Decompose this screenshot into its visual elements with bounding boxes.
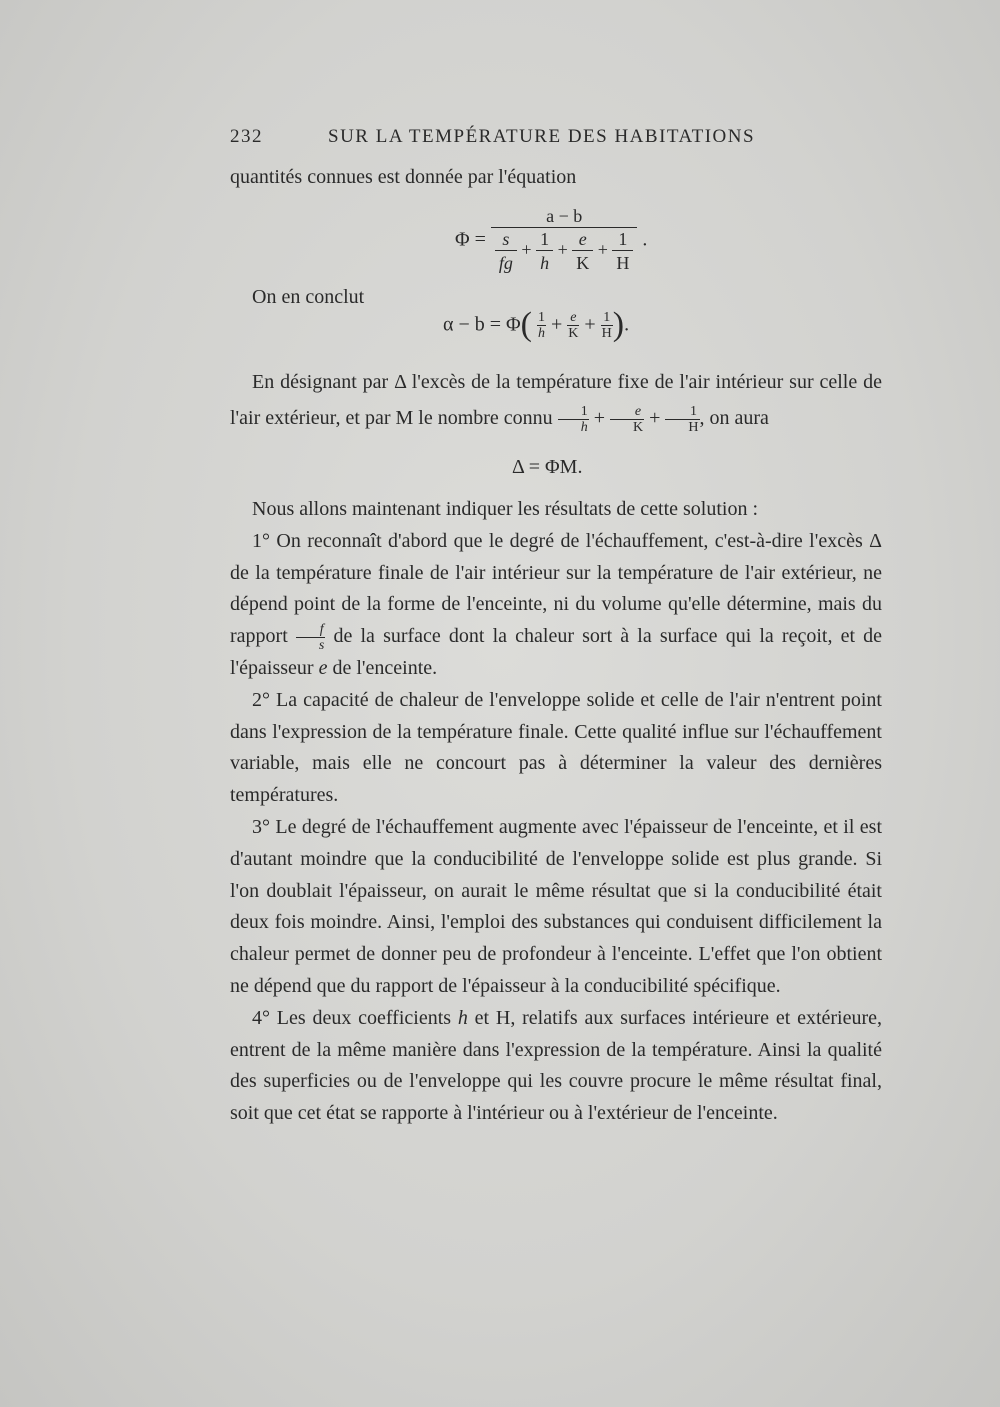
eq1-lhs: Φ = [455, 228, 486, 251]
item1-text-a: 1° On reconnaît d'abord que le degré de l'échauffement, c'est-à-dire l'excès Δ de la température finale de l'air intérieur sur la température de l'air extérieur, ne dépend point de la forme de l'enceinte, ni du volume qu'elle détermine, mais du rapport [230, 529, 882, 648]
eq2-lhs: α − b = Φ [443, 313, 521, 336]
eq1-t2-den: h [536, 250, 553, 275]
item1-frac-den: s [296, 637, 325, 653]
eq1-t3-num: e [578, 229, 587, 249]
item1-text-c: de l'enceinte. [332, 657, 438, 680]
results-body [230, 494, 882, 1130]
item-2: 2° La capacité de chaleur de l'enveloppe solide et celle de l'air n'entrent point dans l'expression de la température finale. Cette qualité influe sur l'échauffement variable, mais elle ne concourt pas à déterminer la valeur des dernières températures. [230, 688, 882, 807]
item-1 [230, 526, 882, 685]
item-3: 3° Le degré de l'échauffement augmente avec l'épaisseur de l'enceinte, et il est d'autant moindre que la conducibilité de l'enveloppe solide est plus grande. Si l'on doublait l'épaisseur, on aurait le même résultat que si la conducibilité était deux fois moindre. Ainsi, l'emploi des substances qui conduisent difficilement la chaleur permet de donner peu de profondeur à l'enceinte. L'effet que l'on obtient ne dépend que du rapport de l'épaisseur à la conducibilité spécifique. [230, 816, 882, 998]
eq2-t2-den: K [568, 325, 579, 341]
eq2-t3-den: H [601, 325, 612, 341]
item4-text-a: 4° Les deux coefficients [252, 1006, 452, 1029]
intro-text: quantités connues est donnée par l'équation [230, 166, 577, 188]
plus-sign: + [521, 239, 532, 260]
para1-t3-den: H [665, 419, 699, 435]
item4-text-b: et H, relatifs aux surfaces intérieure et extérieure, entrent de la même manière dans l'expression de la température. Ainsi la qualité des superficies ou de l'enveloppe qui les couvre procure le même résultat final, soit que cet état se rapporte à l'intérieur ou à l'extérieur de l'enceinte. [230, 1006, 883, 1125]
item4-var-h: h [457, 1006, 468, 1029]
eq1-t2-num: 1 [540, 229, 550, 249]
eq1-t4-den: H [612, 250, 633, 275]
para1-t1-num: 1 [580, 403, 588, 419]
para1-t1-den: h [558, 419, 589, 435]
eq2-t2-num: e [570, 309, 577, 325]
item-4 [230, 1003, 882, 1130]
intro-line [230, 162, 882, 194]
eq3-text: Δ = ΦM. [512, 456, 583, 478]
eq1-t1-num: s [502, 229, 510, 249]
plus-sign: + [649, 407, 661, 429]
equation-phi [455, 205, 647, 275]
para2: Nous allons maintenant indiquer les résultats de cette solution : [252, 498, 759, 520]
conclude-text: On en conclut [252, 286, 365, 308]
eq1-denominator [491, 227, 637, 275]
eq2-t1-den: h [537, 325, 545, 341]
para1-text-a: En désignant par Δ l'excès de la température fixe de l'air intérieur sur celle de l'air extérieur, et par M le nombre connu [230, 371, 882, 429]
eq2-t3-num: 1 [603, 309, 611, 325]
close-paren: ) [612, 306, 625, 343]
para1-t3-num: 1 [689, 403, 697, 419]
eq1-main-fraction [491, 205, 637, 275]
para1-t2-num: e [634, 403, 642, 419]
running-title: SUR LA TEMPÉRATURE DES HABITATIONS [328, 126, 756, 147]
eq1-period: . [642, 228, 648, 251]
paragraph-delta [230, 364, 882, 436]
plus-sign: + [550, 313, 563, 336]
plus-sign: + [597, 239, 608, 260]
equation-delta [512, 456, 582, 479]
item1-var-e: e [318, 657, 328, 680]
para1 [230, 364, 882, 436]
plus-sign: + [557, 239, 568, 260]
para1-text-b: , on aura [699, 407, 769, 429]
equation-a-minus-b [443, 306, 629, 344]
eq1-t1-den: fg [495, 250, 517, 275]
eq1-t4-num: 1 [618, 229, 628, 249]
eq1-t3-den: K [572, 250, 593, 275]
eq1-numerator: a − b [546, 206, 583, 226]
plus-sign: + [593, 407, 605, 429]
eq2-t1-num: 1 [537, 309, 545, 325]
para1-t2-den: K [610, 419, 644, 435]
plus-sign: + [584, 313, 596, 336]
item1-text-b: de la surface dont la chaleur sort à la surface qui la reçoit, et de l'épaisseur [230, 625, 883, 680]
page-number: 232 [230, 126, 263, 147]
open-paren: ( [520, 306, 532, 343]
item1-frac-num: f [319, 622, 324, 638]
eq2-period: . [624, 313, 630, 336]
